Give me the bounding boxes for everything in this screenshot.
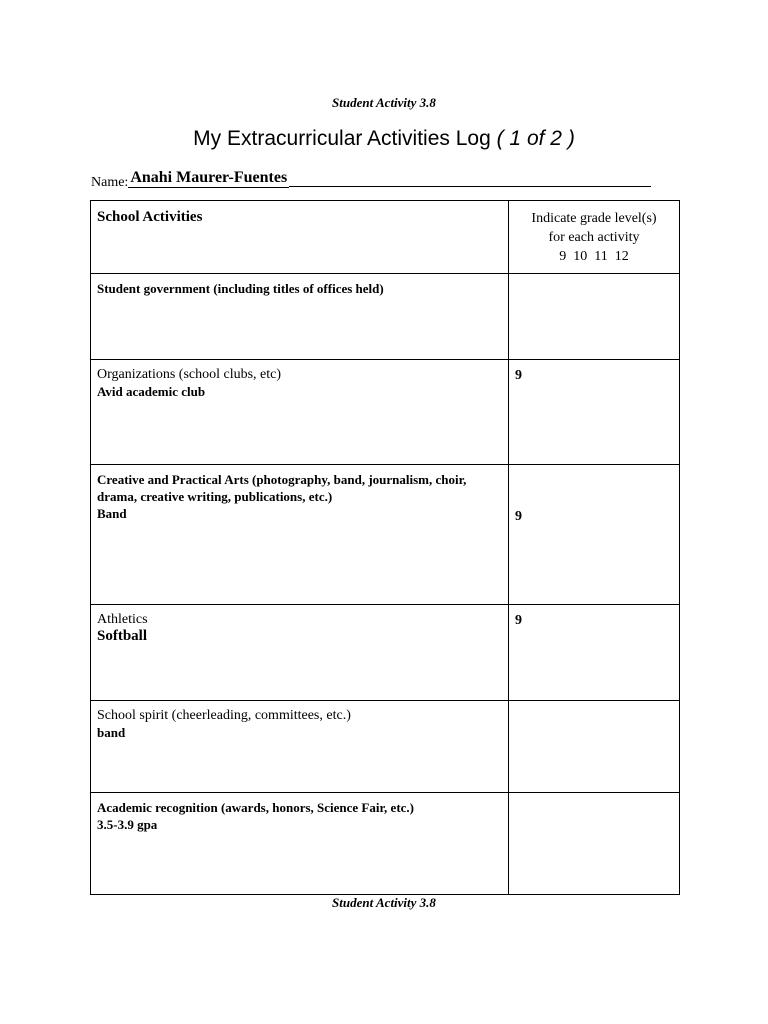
header-grade-line-3: 9 10 11 12 [559,249,629,264]
name-field [91,170,651,191]
header-grade-line-2: for each activity [548,230,640,245]
table-header-row [91,201,680,274]
grade-cell[interactable] [509,274,680,360]
category-label: Student government (including titles of offices held) [97,281,384,296]
table-row-athletics [91,605,680,701]
name-value[interactable]: Anahi Maurer-Fuentes [130,169,288,186]
category-label: School spirit (cheerleading, committees, etc.) [97,708,351,723]
grade-cell[interactable] [509,465,680,605]
header-grade-line-1: Indicate grade level(s) [531,211,657,226]
category-label: Organizations (school clubs, etc) [97,367,282,382]
grade-mark: 9 [515,509,522,524]
footer-activity-label: Student Activity 3.8 [332,895,436,910]
activity-content [91,605,508,645]
grade-cell[interactable] [509,360,680,465]
category-label: Athletics [97,612,148,627]
table-row-school-spirit [91,701,680,793]
name-label: Name: [91,175,129,190]
title-page-indicator: ( 1 of 2 ) [496,127,575,150]
table-row-creative-arts [91,465,680,605]
grade-mark: 9 [515,613,522,628]
header-school-activities: School Activities [97,209,203,225]
grade-mark [509,793,679,801]
header-school-activities-cell [91,201,509,274]
activity-content [91,793,508,833]
grade-mark [509,701,679,709]
activity-cell [91,465,509,605]
activity-content [91,465,508,522]
activity-cell [91,274,509,360]
name-value-wrap [128,170,289,188]
grade-cell[interactable] [509,605,680,701]
category-label: Academic recognition (awards, honors, Science Fair, etc.) [97,800,415,815]
header-grade-level-cell [509,201,680,274]
page-title [0,127,768,151]
activity-entry[interactable]: Softball [97,628,148,644]
table-row-student-government [91,274,680,360]
activity-cell [91,360,509,465]
name-underline [289,185,651,187]
activity-entry[interactable]: Band [97,506,127,521]
activity-entry[interactable]: 3.5-3.9 gpa [97,817,158,832]
activities-log-table [90,200,680,895]
title-main: My Extracurricular Activities Log [193,127,491,150]
activity-entry[interactable]: Avid academic club [97,384,206,399]
activity-cell [91,605,509,701]
table-row-organizations [91,360,680,465]
header-grade-level [509,201,679,266]
table-row-academic-recognition [91,793,680,895]
activity-content [91,360,508,400]
activity-content [91,274,508,297]
grade-mark: 9 [515,368,522,383]
category-label: Creative and Practical Arts (photography, band, journalism, choir, drama, creative writing, publications, etc.) [97,472,467,504]
activity-cell [91,793,509,895]
grade-mark [509,274,679,282]
grade-cell[interactable] [509,701,680,793]
activity-entry[interactable]: band [97,725,126,740]
activity-content [91,701,508,741]
grade-cell[interactable] [509,793,680,895]
header-activity-label: Student Activity 3.8 [332,95,436,110]
activity-cell [91,701,509,793]
